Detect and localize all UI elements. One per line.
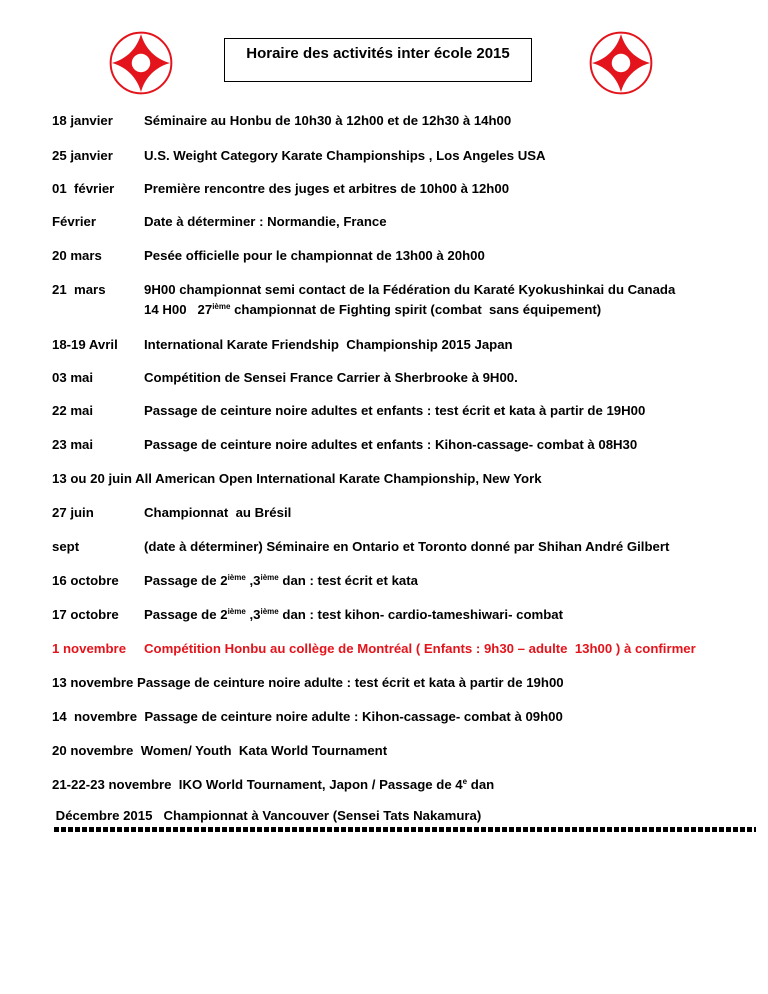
event-description: Championnat à Vancouver (Sensei Tats Nakamura) — [152, 808, 482, 823]
ordinal-suffix: ième — [227, 607, 246, 616]
event-row — [52, 741, 387, 761]
event-description-part: 14 H00 27 — [144, 302, 213, 317]
event-date: sept — [52, 539, 80, 554]
event-date: 01 février — [52, 181, 115, 196]
event-date: Février — [52, 214, 96, 229]
event-date: 16 octobre — [52, 573, 119, 588]
event-description: Date à déterminer : Normandie, France — [144, 214, 387, 229]
event-description-part: dan — [467, 777, 495, 792]
event-description — [144, 571, 418, 591]
event-row — [52, 806, 481, 826]
event-description: 9H00 championnat semi contact de la Fédération du Karaté Kyokushinkai du Canada — [144, 282, 676, 297]
event-date: 17 octobre — [52, 607, 119, 622]
event-description-part: Passage de 2 — [144, 573, 228, 588]
event-description: Pesée officielle pour le championnat de 13h00 à 20h00 — [144, 248, 485, 263]
event-date: 20 novembre — [52, 743, 134, 758]
event-description: Passage de ceinture noire adulte : test écrit et kata à partir de 19h00 — [137, 675, 564, 690]
event-description-part: IKO World Tournament, Japon / Passage de 4 — [171, 777, 463, 792]
event-date: 23 mai — [52, 437, 94, 452]
ordinal-suffix: ième — [260, 607, 279, 616]
event-date: 14 novembre — [52, 709, 138, 724]
dotted-separator — [54, 827, 756, 832]
event-date: 13 ou 20 juin — [52, 471, 132, 486]
event-row — [52, 469, 542, 489]
event-description: Première rencontre des juges et arbitres de 10h00 à 12h00 — [144, 181, 510, 196]
event-date: 18-19 Avril — [52, 337, 118, 352]
event-description: Compétition Honbu au collège de Montréal ( Enfants : 9h30 – adulte 13h00 ) à confirmer — [144, 641, 696, 656]
event-date: 21-22-23 novembre — [52, 777, 172, 792]
kyokushin-logo-right-icon — [588, 30, 654, 96]
event-description-part: Passage de 2 — [144, 607, 228, 622]
event-date: 18 janvier — [52, 113, 113, 128]
ordinal-suffix: ième — [212, 302, 231, 311]
page-title: Horaire des activités inter école 2015 — [224, 38, 532, 82]
event-date: 13 novembre — [52, 675, 134, 690]
kyokushin-logo-left-icon — [108, 30, 174, 96]
event-date: 22 mai — [52, 403, 94, 418]
event-date: 25 janvier — [52, 148, 113, 163]
event-description-part: ,3 — [245, 573, 261, 588]
event-date: 20 mars — [52, 248, 102, 263]
event-description-part: ,3 — [245, 607, 261, 622]
event-date: Décembre 2015 — [52, 808, 153, 823]
event-row — [52, 707, 563, 727]
event-description: Passage de ceinture noire adulte : Kihon-cassage- combat à 09h00 — [137, 709, 563, 724]
event-date: 03 mai — [52, 370, 94, 385]
ordinal-suffix: ième — [227, 573, 246, 582]
event-description-line-2 — [144, 300, 601, 320]
event-row — [52, 673, 564, 693]
event-date: 27 juin — [52, 505, 94, 520]
ordinal-suffix: ième — [260, 573, 279, 582]
event-description: International Karate Friendship Championship 2015 Japan — [144, 337, 513, 352]
event-date: 1 novembre — [52, 641, 127, 656]
event-description — [144, 605, 563, 625]
event-description: Compétition de Sensei France Carrier à Sherbrooke à 9H00. — [144, 370, 518, 385]
event-description: Championnat au Brésil — [144, 505, 292, 520]
event-description: All American Open International Karate Championship, New York — [135, 471, 542, 486]
event-description-part: championnat de Fighting spirit (combat sans équipement) — [230, 302, 602, 317]
event-description: (date à déterminer) Séminaire en Ontario et Toronto donné par Shihan André Gilbert — [144, 539, 670, 554]
event-row — [52, 775, 494, 795]
event-description-part: dan : test écrit et kata — [278, 573, 418, 588]
event-description — [171, 777, 494, 792]
event-description: Women/ Youth Kata World Tournament — [133, 743, 388, 758]
ordinal-suffix: e — [462, 777, 468, 786]
event-description: U.S. Weight Category Karate Championships , Los Angeles USA — [144, 148, 546, 163]
event-description: Séminaire au Honbu de 10h30 à 12h00 et de 12h30 à 14h00 — [144, 113, 512, 128]
event-description: Passage de ceinture noire adultes et enfants : Kihon-cassage- combat à 08H30 — [144, 437, 638, 452]
event-description-part: dan : test kihon- cardio-tameshiwari- combat — [278, 607, 564, 622]
event-date: 21 mars — [52, 282, 106, 297]
event-description: Passage de ceinture noire adultes et enfants : test écrit et kata à partir de 19H00 — [144, 403, 646, 418]
